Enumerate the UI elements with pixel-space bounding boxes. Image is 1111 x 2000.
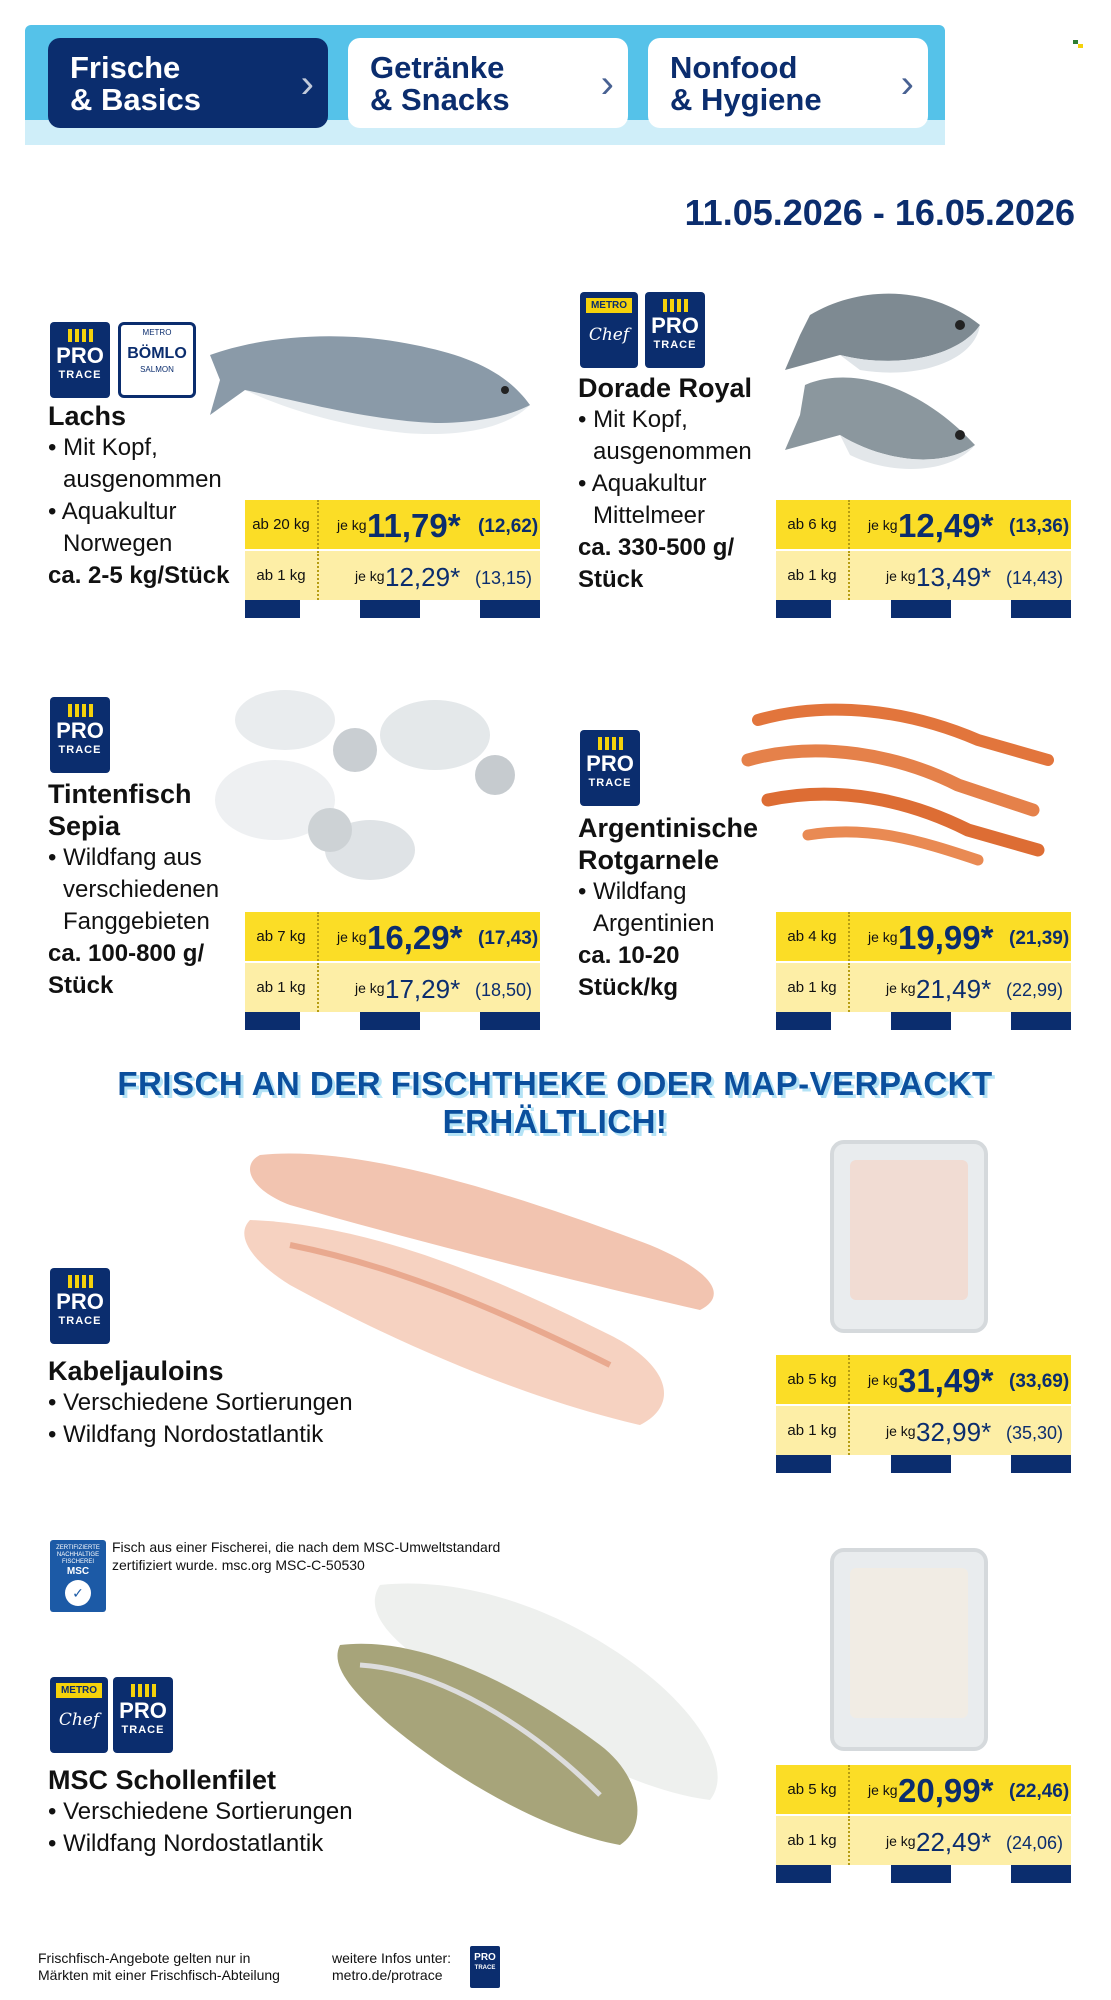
fischtheke-banner: FRISCH AN DER FISCHTHEKE ODER MAP-VERPACKT ERHÄLTLICH! — [117, 1065, 993, 1140]
product-name: MSC Schollenfilet — [48, 1765, 277, 1795]
badge-pro-text: PRO — [56, 718, 104, 743]
price-row-single — [776, 551, 1071, 600]
price-unit: je kg — [337, 517, 367, 533]
product-bullet: • Mit Kopf, — [578, 406, 688, 433]
cod-tray-image — [830, 1140, 988, 1333]
product-name: Dorade Royal — [578, 373, 753, 403]
price-net: 19,99* — [898, 919, 994, 956]
price-unit: je kg — [868, 517, 898, 533]
price-gross: (18,50) — [475, 980, 533, 1000]
msc-badge-label: MSC — [66, 1566, 90, 1577]
barcode-icon — [645, 292, 705, 314]
msc-note-line: zertifiziert wurde. msc.org MSC-C-50530 — [112, 1557, 365, 1573]
price-gross: (13,15) — [475, 568, 533, 588]
badge-trace-text: TRACE — [121, 1724, 165, 1736]
product-name: Rotgarnele — [578, 845, 720, 875]
price-unit: je kg — [886, 568, 916, 584]
price-gross: (33,69) — [1009, 1371, 1070, 1392]
footer-link[interactable]: metro.de/protrace — [332, 1967, 443, 1983]
pallet-base — [245, 1012, 540, 1030]
product-bullet: • Aquakultur — [578, 470, 707, 497]
price-row-bulk — [776, 1765, 1071, 1814]
price-net: 12,49* — [898, 507, 994, 544]
bomlo-salmon-logo — [118, 322, 196, 398]
barcode-icon — [50, 697, 110, 719]
price-gross: (12,62) — [478, 516, 539, 537]
price-gross: (22,99) — [1006, 980, 1064, 1000]
barcode-icon — [113, 1677, 173, 1699]
price-box-kabeljauloins — [776, 1355, 1071, 1473]
price-box-lachs — [245, 500, 540, 618]
tab-label-line2: & Hygiene — [670, 82, 822, 117]
product-size: ca. 100-800 g/ — [48, 940, 205, 967]
price-row-single — [776, 1816, 1071, 1865]
msc-badge-line: ZERTIFIZIERTE — [56, 1545, 100, 1551]
price-qty: ab 1 kg — [776, 963, 850, 1012]
msc-note-line: Fisch aus einer Fischerei, die nach dem MSC-Umweltstandard — [112, 1539, 501, 1555]
price-unit: je kg — [868, 929, 898, 945]
price-unit: je kg — [868, 1782, 898, 1798]
plaice-tray-fillets — [850, 1568, 968, 1718]
product-bullet: • Verschiedene Sortierungen — [48, 1798, 353, 1825]
barcode-icon — [50, 1268, 110, 1290]
price-box-rotgarnele — [776, 912, 1071, 1030]
pallet-base — [776, 600, 1071, 618]
product-bullet: • Wildfang aus — [48, 844, 202, 871]
price-net: 13,49* — [916, 562, 992, 592]
price-row-single — [245, 551, 540, 600]
pallet-base — [776, 1455, 1071, 1473]
product-bullet: Norwegen — [63, 530, 173, 557]
tab-label-line2: & Snacks — [370, 82, 510, 117]
price-gross: (35,30) — [1006, 1423, 1064, 1443]
metro-text: METRO — [56, 1683, 102, 1698]
date-range: 11.05.2026 - 16.05.2026 — [684, 192, 1075, 233]
bomlo-sub-text: SALMON — [140, 365, 174, 374]
pro-trace-badge — [580, 730, 640, 806]
price-unit: je kg — [337, 929, 367, 945]
price-gross: (14,43) — [1006, 568, 1064, 588]
product-size: Stück/kg — [578, 974, 679, 1001]
chef-text: Chef — [588, 325, 630, 345]
price-row-single — [245, 963, 540, 1012]
price-box-schollenfilet — [776, 1765, 1071, 1883]
price-net: 21,49* — [916, 974, 992, 1004]
product-bullet: Argentinien — [593, 910, 715, 937]
pro-trace-badge — [113, 1677, 173, 1753]
plaice-tray-image — [830, 1548, 988, 1751]
price-qty: ab 5 kg — [776, 1355, 850, 1404]
price-net: 32,99* — [916, 1417, 992, 1447]
price-unit: je kg — [886, 980, 916, 996]
price-unit: je kg — [886, 1423, 916, 1439]
chef-text: Chef — [58, 1710, 100, 1730]
price-qty: ab 1 kg — [245, 963, 319, 1012]
product-size: Stück — [578, 566, 644, 593]
product-bullet: • Aquakultur — [48, 498, 177, 525]
badge-pro-text: PRO — [56, 343, 104, 368]
price-row-bulk — [776, 500, 1071, 549]
msc-fish-icon: ✓ — [65, 1580, 91, 1606]
msc-badge-line: NACHHALTIGE — [56, 1552, 100, 1558]
price-qty: ab 6 kg — [776, 500, 850, 549]
price-gross: (24,06) — [1006, 1833, 1064, 1853]
product-bullet: ausgenommen — [593, 438, 752, 465]
metro-chef-badge — [50, 1677, 108, 1753]
bomlo-metro-text: METRO — [142, 328, 172, 337]
bomlo-brand-text: BÖMLO — [127, 345, 187, 362]
badge-trace-text: TRACE — [474, 1965, 496, 1971]
product-name: Lachs — [48, 401, 127, 431]
badge-pro-text: PRO — [56, 1289, 104, 1314]
product-size: ca. 2-5 kg/Stück — [48, 562, 230, 589]
price-net: 17,29* — [385, 974, 461, 1004]
product-bullet: verschiedenen — [63, 876, 220, 903]
price-gross: (17,43) — [478, 928, 539, 949]
pro-trace-badge — [645, 292, 705, 368]
footer-disclaimer — [38, 1950, 280, 1984]
price-row-bulk — [776, 912, 1071, 961]
msc-badge-line: FISCHEREI — [61, 1559, 94, 1565]
product-bullet: • Wildfang — [578, 878, 687, 905]
price-qty: ab 1 kg — [245, 551, 319, 600]
price-net: 16,29* — [367, 919, 463, 956]
price-unit: je kg — [886, 1833, 916, 1849]
price-row-single — [776, 963, 1071, 1012]
tab-label-line1: Frische — [70, 50, 181, 85]
price-qty: ab 1 kg — [776, 1816, 850, 1865]
pro-trace-badge — [50, 697, 110, 773]
price-qty: ab 7 kg — [245, 912, 319, 961]
pallet-base — [776, 1012, 1071, 1030]
footer-info — [332, 1950, 451, 1984]
pro-trace-badge — [470, 1946, 500, 1988]
msc-badge — [50, 1540, 106, 1612]
product-size: ca. 330-500 g/ — [578, 534, 735, 561]
tab-label-line1: Nonfood — [670, 50, 798, 85]
pallet-base — [776, 1865, 1071, 1883]
barcode-icon — [50, 322, 110, 344]
price-unit: je kg — [355, 980, 385, 996]
product-bullet: Fanggebieten — [63, 908, 210, 935]
badge-pro-text: PRO — [651, 313, 699, 338]
product-name: Tintenfisch — [48, 779, 192, 809]
price-net: 22,49* — [916, 1827, 992, 1857]
price-qty: ab 5 kg — [776, 1765, 850, 1814]
chevron-right-icon: › — [300, 62, 314, 106]
badge-pro-text: PRO — [474, 1952, 496, 1963]
price-box-dorade — [776, 500, 1071, 618]
price-row-single — [776, 1406, 1071, 1455]
product-schollenfilet-text — [48, 1764, 428, 1860]
pallet-base — [245, 600, 540, 618]
corner-mark-icon — [1073, 40, 1083, 48]
chevron-right-icon: › — [600, 62, 614, 106]
tab-label-line1: Getränke — [370, 50, 505, 85]
badge-trace-text: TRACE — [588, 777, 632, 789]
product-bullet: Mittelmeer — [593, 502, 706, 529]
price-row-bulk — [245, 912, 540, 961]
footer-line: weitere Infos unter: — [332, 1950, 452, 1966]
price-qty: ab 20 kg — [245, 500, 319, 549]
badge-pro-text: PRO — [586, 751, 634, 776]
product-kabeljauloins-text — [48, 1355, 428, 1451]
product-bullet: • Wildfang Nordostatlantik — [48, 1421, 324, 1448]
price-net: 31,49* — [898, 1362, 994, 1399]
price-gross: (21,39) — [1009, 928, 1070, 949]
chevron-right-icon: › — [900, 62, 914, 106]
product-name: Kabeljauloins — [48, 1356, 224, 1386]
tab-frische-basics[interactable] — [48, 38, 328, 128]
price-box-tintenfisch — [245, 912, 540, 1030]
price-net: 20,99* — [898, 1772, 994, 1809]
product-bullet: ausgenommen — [63, 466, 222, 493]
price-net: 11,79* — [367, 507, 461, 544]
price-qty: ab 4 kg — [776, 912, 850, 961]
product-size: ca. 10-20 — [578, 942, 680, 969]
pro-trace-badge — [50, 1268, 110, 1344]
product-name: Sepia — [48, 811, 121, 841]
footer-line: Frischfisch-Angebote gelten nur in — [38, 1950, 251, 1966]
product-bullet: • Mit Kopf, — [48, 434, 158, 461]
barcode-icon — [580, 730, 640, 752]
product-bullet: • Wildfang Nordostatlantik — [48, 1830, 324, 1857]
tab-nonfood-hygiene[interactable] — [648, 38, 928, 128]
price-unit: je kg — [355, 568, 385, 584]
pro-trace-badge — [50, 322, 110, 398]
product-bullet: • Verschiedene Sortierungen — [48, 1389, 353, 1416]
cod-tray-fillets — [850, 1160, 968, 1300]
badge-trace-text: TRACE — [58, 744, 102, 756]
metro-text: METRO — [586, 298, 632, 313]
price-gross: (13,36) — [1009, 516, 1070, 537]
product-name: Argentinische — [578, 813, 759, 843]
price-qty: ab 1 kg — [776, 551, 850, 600]
tab-label-line2: & Basics — [70, 82, 201, 117]
price-row-bulk — [245, 500, 540, 549]
product-tintenfisch-text — [48, 778, 263, 1002]
price-gross: (22,46) — [1009, 1781, 1070, 1802]
footer-line: Märkten mit einer Frischfisch-Abteilung — [38, 1967, 280, 1983]
badge-trace-text: TRACE — [653, 339, 697, 351]
badge-trace-text: TRACE — [58, 369, 102, 381]
price-unit: je kg — [868, 1372, 898, 1388]
product-size: Stück — [48, 972, 114, 999]
badge-pro-text: PRO — [119, 1698, 167, 1723]
price-row-bulk — [776, 1355, 1071, 1404]
tab-getraenke-snacks[interactable] — [348, 38, 628, 128]
price-net: 12,29* — [385, 562, 461, 592]
price-qty: ab 1 kg — [776, 1406, 850, 1455]
badge-trace-text: TRACE — [58, 1315, 102, 1327]
product-lachs-text — [48, 400, 263, 592]
msc-note — [112, 1538, 500, 1574]
metro-chef-badge — [580, 292, 638, 368]
